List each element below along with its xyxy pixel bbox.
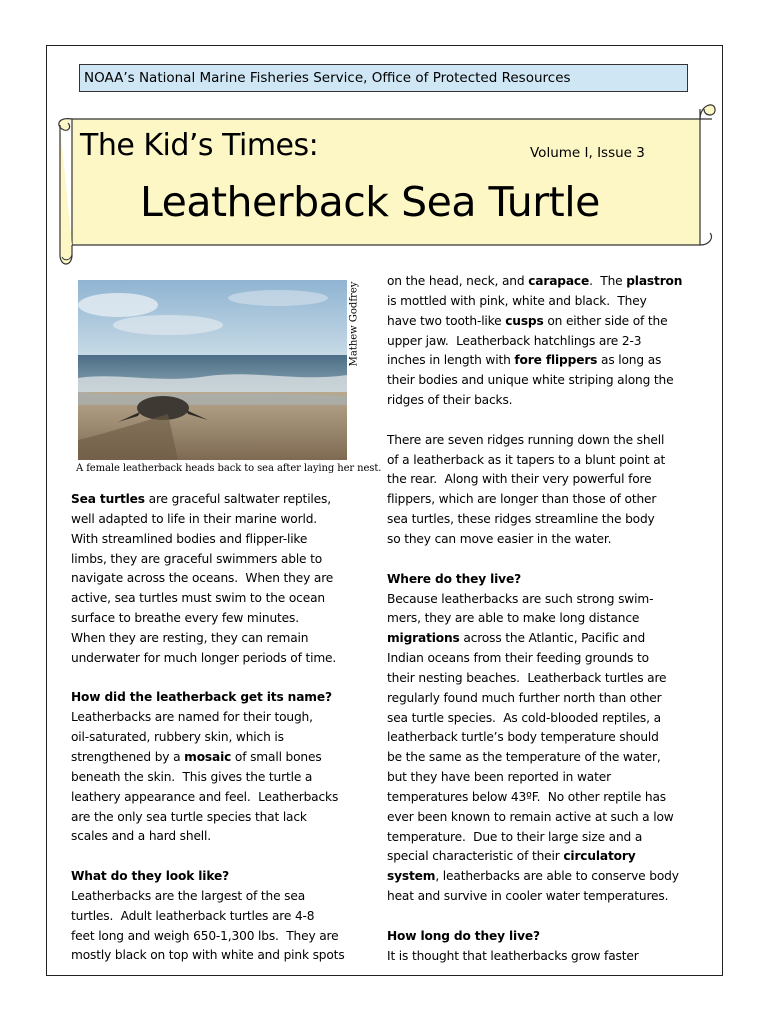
text-run: on either side of the [543,313,668,328]
text-run: , leatherbacks are able to conserve body [435,869,679,884]
left-column-text [71,490,345,966]
text-line [387,371,682,391]
bold-term: migrations [387,631,460,646]
bold-term: What do they look like? [71,869,229,884]
paragraph-gap [387,550,682,570]
text-line [71,827,345,847]
text-run: Leatherbacks are the largest of the sea [71,888,306,903]
text-line [387,927,682,947]
text-line [387,332,682,352]
text-run: heat and survive in cooler water temperatures. [387,889,669,904]
text-run: ever been known to remain active at such a low [387,809,674,824]
text-run: regularly found much further north than other [387,690,662,705]
text-line [71,708,345,728]
text-run: their nesting beaches. Leatherback turtles are [387,670,667,685]
text-run: turtles. Adult leatherback turtles are 4-8 [71,908,315,923]
text-line [387,451,682,471]
text-line [387,947,682,967]
text-run: surface to breathe every few minutes. [71,611,299,626]
article-title: Leatherback Sea Turtle [140,178,600,226]
text-run: Because leatherbacks are such strong swim- [387,591,654,606]
text-run: be the same as the temperature of the water, [387,750,661,765]
text-line [71,728,345,748]
bold-term: How did the leatherback get its name? [71,690,332,705]
text-run: have two tooth-like [387,313,506,328]
text-run: When they are resting, they can remain [71,630,309,645]
text-line [387,768,682,788]
text-run: special characteristic of their [387,849,564,864]
paragraph-gap [387,411,682,431]
text-run: sea turtles, these ridges streamline the body [387,512,655,527]
text-run: active, sea turtles must swim to the ocean [71,591,325,606]
text-run: With streamlined bodies and flipper-like [71,531,308,546]
text-line [71,907,345,927]
text-line [71,768,345,788]
text-line [71,629,345,649]
text-run: scales and a hard shell. [71,829,211,844]
text-line [387,312,682,332]
text-run: feet long and weigh 650-1,300 lbs. They are [71,928,339,943]
bold-term: cusps [505,313,544,328]
text-run: underwater for much longer periods of time. [71,650,337,665]
text-run: . The [589,274,627,288]
text-run: the rear. Along with their very powerful fore [387,472,652,487]
text-line [71,550,345,570]
text-run: flippers, which are longer than those of other [387,492,657,507]
text-line [387,887,682,907]
text-run: Indian oceans from their feeding grounds to [387,651,649,666]
text-line [387,669,682,689]
text-run: beneath the skin. This gives the turtle a [71,769,313,784]
text-line [71,688,345,708]
text-run: oil-saturated, rubbery skin, which is [71,730,284,745]
text-run: across the Atlantic, Pacific and [459,631,646,646]
text-line [387,748,682,768]
paragraph-gap [71,847,345,867]
bold-term: Where do they live? [387,571,521,586]
text-line [71,530,345,550]
text-line [71,589,345,609]
text-run: It is thought that leatherbacks grow faster [387,948,639,963]
text-run: navigate across the oceans. When they are [71,571,334,586]
text-line [71,927,345,947]
text-run: limbs, they are graceful swimmers able to [71,551,323,566]
text-line [387,292,682,312]
text-run: leatherback turtle’s body temperature should [387,730,659,745]
text-line [387,609,682,629]
bold-term: Sea turtles [71,492,145,506]
text-run: well adapted to life in their marine world. [71,511,318,526]
organization-name: NOAA’s National Marine Fisheries Service, Office of Protected Resources [84,70,571,86]
text-line [387,590,682,610]
organization-banner [79,64,688,92]
text-line [387,828,682,848]
newsletter-name: The Kid’s Times: [80,128,319,163]
bold-term: plastron [626,274,683,288]
text-line [387,470,682,490]
text-line [71,788,345,808]
text-line [387,847,682,867]
text-run: as long as [597,353,662,368]
right-column-text [387,272,682,967]
text-run: There are seven ridges running down the shell [387,432,665,447]
text-line [71,867,345,887]
text-run: mostly black on top with white and pink spots [71,948,345,963]
text-run: inches in length with [387,353,515,368]
text-run: sea turtle species. As cold-blooded reptiles, a [387,710,661,725]
text-line [387,530,682,550]
text-run: Leatherbacks are named for their tough, [71,710,313,725]
text-run: of small bones [231,749,322,764]
text-line [387,689,682,709]
text-line [71,887,345,907]
text-line [387,351,682,371]
text-line [387,391,682,411]
text-run: so they can move easier in the water. [387,531,612,546]
leatherback-photo [78,280,347,460]
text-line [387,629,682,649]
text-line [387,728,682,748]
text-line [387,490,682,510]
text-run: but they have been reported in water [387,770,611,785]
text-line [71,649,345,669]
bold-term: mosaic [184,749,232,764]
text-line [71,490,345,510]
text-run: are graceful saltwater reptiles, [144,492,331,506]
text-line [71,609,345,629]
text-line [387,709,682,729]
text-line [387,272,682,292]
text-run: upper jaw. Leatherback hatchlings are 2-3 [387,333,642,348]
photo-credit: Mathew Godfrey [348,281,360,367]
text-run: of a leatherback as it tapers to a blunt point at [387,452,666,467]
paragraph-gap [71,669,345,689]
bold-term: fore flippers [514,353,598,368]
text-run: leathery appearance and feel. Leatherbacks [71,789,339,804]
text-line [387,431,682,451]
text-line [387,867,682,887]
text-run: ridges of their backs. [387,393,513,408]
text-line [71,510,345,530]
text-line [387,788,682,808]
text-line [387,510,682,530]
text-line [387,808,682,828]
text-line [71,946,345,966]
bold-term: circulatory [563,849,636,864]
text-run: temperature. Due to their large size and a [387,829,643,844]
text-line [387,570,682,590]
text-run: strengthened by a [71,749,185,764]
text-line [71,569,345,589]
volume-issue: Volume I, Issue 3 [530,145,645,161]
text-run: their bodies and unique white striping along the [387,373,674,388]
paragraph-gap [387,907,682,927]
text-run: is mottled with pink, white and black. They [387,293,647,308]
bold-term: carapace [528,274,590,288]
text-run: are the only sea turtle species that lack [71,809,307,824]
text-run: on the head, neck, and [387,274,529,288]
bold-term: system [387,869,436,884]
text-line [71,808,345,828]
text-line [387,649,682,669]
photo-caption: A female leatherback heads back to sea after laying her nest. [76,463,382,474]
text-run: mers, they are able to make long distance [387,611,640,626]
text-line [71,748,345,768]
text-run: temperatures below 43ºF. No other reptile has [387,789,667,804]
bold-term: How long do they live? [387,928,540,943]
